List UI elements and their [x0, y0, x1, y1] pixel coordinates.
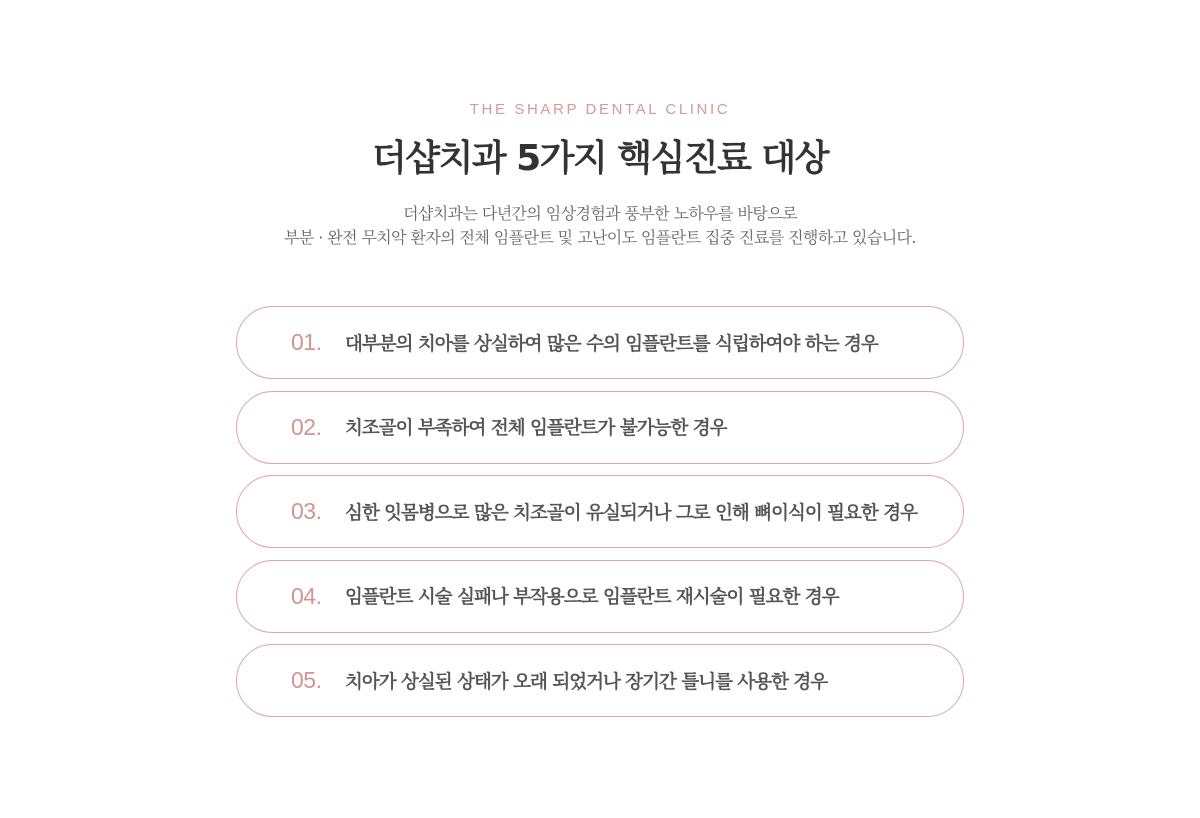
item-text: 심한 잇몸병으로 많은 치조골이 유실되거나 그로 인해 뼈이식이 필요한 경우: [345, 502, 917, 524]
item-number: 01.: [291, 329, 322, 355]
list-item: [236, 391, 964, 464]
section-title: 더샵치과 5가지 핵심진료 대상: [372, 138, 828, 179]
item-number: 02.: [291, 413, 322, 440]
clinic-eyebrow: THE SHARP DENTAL CLINIC: [469, 101, 731, 118]
section-description: [0, 202, 1200, 250]
item-number: 03.: [291, 498, 322, 524]
treatment-target-list: [236, 306, 964, 729]
item-text: 임플란트 시술 실패나 부작용으로 임플란트 재시술이 필요한 경우: [345, 587, 839, 608]
description-line-2: 부분 · 완전 무치악 환자의 전체 임플란트 및 고난이도 임플란트 집중 진료를 진행하고 있습니다.: [284, 228, 916, 247]
item-number: 05.: [291, 667, 322, 693]
item-text: 치아가 상실된 상태가 오래 되었거나 장기간 틀니를 사용한 경우: [345, 671, 828, 693]
item-text: 대부분의 치아를 상실하여 많은 수의 임플란트를 식립하여야 하는 경우: [345, 333, 878, 355]
list-item: [236, 644, 964, 717]
item-text: 치조골이 부족하여 전체 임플란트가 불가능한 경우: [345, 418, 727, 439]
item-number: 04.: [291, 582, 322, 609]
list-item: [236, 560, 964, 633]
list-item: [236, 475, 964, 548]
description-line-1: 더샵치과는 다년간의 임상경험과 풍부한 노하우를 바탕으로: [403, 204, 797, 223]
list-item: [236, 306, 964, 379]
